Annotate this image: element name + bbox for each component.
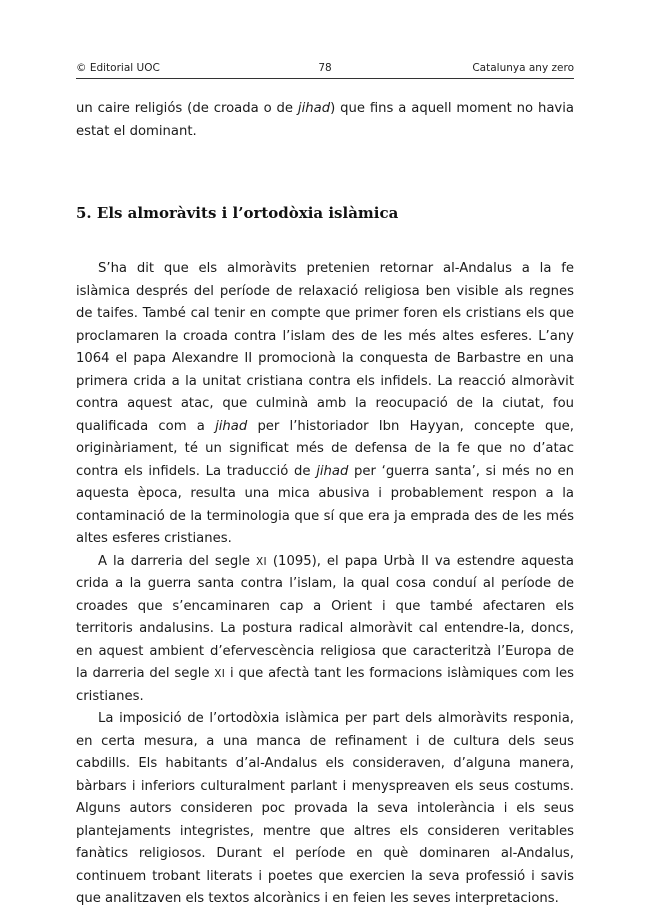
paragraph-1 <box>76 258 574 551</box>
intro-text-c: ) que fins a aquell moment no havia estat el dominant. <box>76 101 574 139</box>
p1-text-c: per l’historiador Ibn Hayyan, concepte que, originàriament, té un significat més de defensa de la fe que no d’atac contra els infidels. La traducció de <box>76 418 574 479</box>
section-body <box>76 258 574 911</box>
intro-text-a: un caire religiós (de croada o de <box>76 101 298 116</box>
p1-text-e: per ‘guerra santa’, si més no en aquesta època, resulta una mica abusiva i probablement respon a la contaminació de la terminologia que sí que era ja emprada des de les més altes esferes cristianes. <box>76 463 574 546</box>
page-number: 78 <box>318 62 332 74</box>
p2-text-c: (1095), el papa Urbà II va estendre aquesta crida a la guerra santa contra l’islam, la qual cosa conduí al període de croades que s’encaminaren cap a Orient i que també afectaren els territoris andalusins. La postura radical almoràvit cal entendre-la, doncs, en aquest ambient d’efervescència religiosa que caracteritzà l’Europa de la darreria del segle <box>76 553 574 681</box>
book-page <box>76 0 574 922</box>
p1-italic-term-1: jihad <box>215 418 248 434</box>
publisher-label: © Editorial UOC <box>76 62 160 74</box>
running-header <box>76 60 574 76</box>
book-title: Catalunya any zero <box>472 62 574 74</box>
paragraph-2 <box>76 551 574 709</box>
p1-text-a: S’ha dit que els almoràvits pretenien retornar al-Andalus a la fe islàmica després del període de relaxació religiosa ben visible als regnes de taifes. També cal tenir en compte que primer foren els cristians els que proclamaren la croada contra l’islam des de les més altes esferes. L’any 1064 el papa Alexandre II promocionà la conquesta de Barbastre en una primera crida a la unitat cristiana contra els infidels. La reacció almoràvit contra aquest atac, que culminà amb la reocupació de la ciutat, fou qualificada com a <box>76 261 574 434</box>
intro-paragraph <box>76 98 574 143</box>
intro-italic-term: jihad <box>297 101 331 116</box>
section-heading: 5. Els almoràvits i l’ortodòxia islàmica <box>76 204 399 222</box>
p3-text-a: La imposició de l’ortodòxia islàmica per part dels almoràvits responia, en certa mesura, a una manca de refinament i de cultura dels seus cabdills. Els habitants d’al-Andalus els consideraven, d’alguna manera, bàrbars i inferiors culturalment parlant i menyspreaven els seus costums. Alguns autors consideren poc provada la seva intolerància i els seus plantejaments integristes, mentre que altres els consideren veritables fanàtics religiosos. Durant el període en què dominaren al-Andalus, continuem trobant literats i poetes que exercien la seva professió i savis que analitzaven els textos alcorànics i en feien les seves interpretacions. <box>76 711 574 906</box>
p2-text-a: A la darreria del segle <box>98 553 257 569</box>
p2-text-e: i que afectà tant les formacions islàmiques com les cristianes. <box>76 666 574 704</box>
header-rule <box>76 78 574 79</box>
p2-century-1: XI <box>256 555 267 568</box>
paragraph-3 <box>76 708 574 911</box>
p1-italic-term-2: jihad <box>316 463 349 479</box>
p2-century-2: XI <box>214 668 226 680</box>
